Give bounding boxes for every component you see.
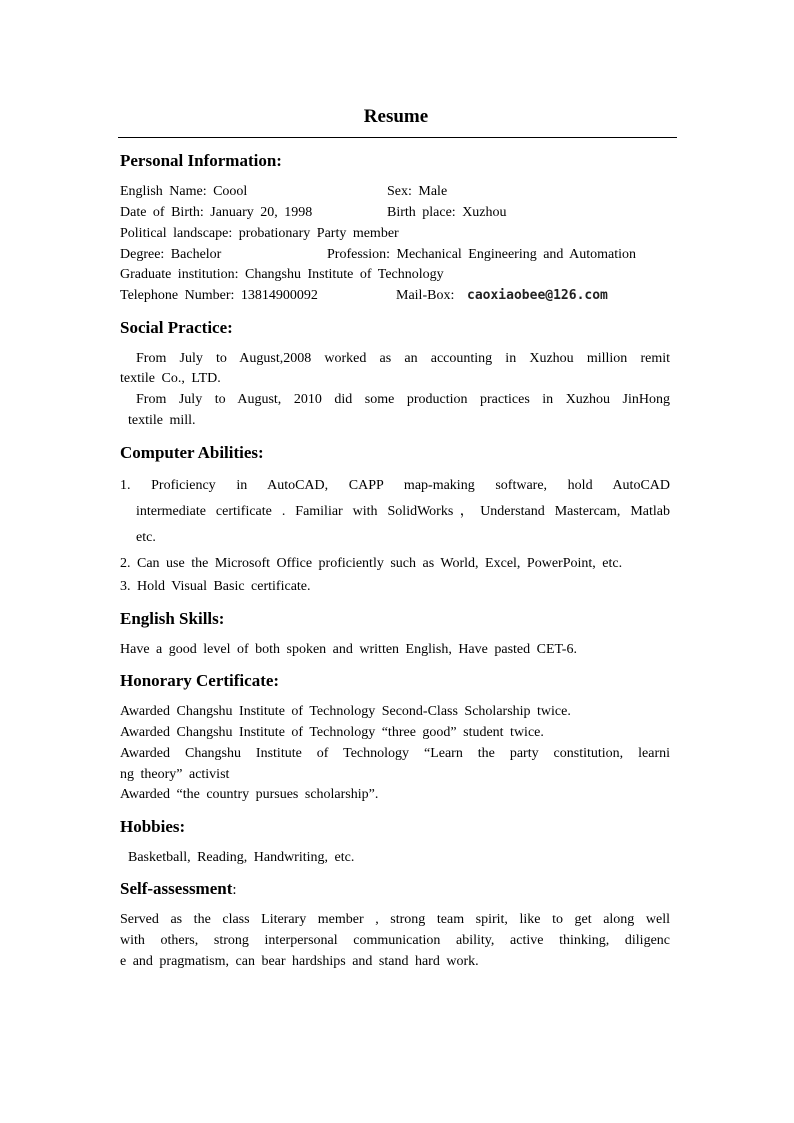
self-assessment-line-2: with others, strong interpersonal communication ability, active thinking, diligenc: [120, 933, 670, 948]
social-practice-line-2: textile Co., LTD.: [120, 371, 221, 386]
computer-ability-1-line-1: 1. Proficiency in AutoCAD, CAPP map-making software, hold AutoCAD: [120, 478, 670, 493]
social-practice-line-3: From July to August, 2010 did some production practices in Xuzhou JinHong: [136, 392, 670, 407]
computer-ability-3: 3. Hold Visual Basic certificate.: [120, 579, 311, 594]
graduate-institution: Graduate institution: Changshu Institute of Technology: [120, 267, 444, 282]
english-skills-text: Have a good level of both spoken and written English, Have pasted CET-6.: [120, 642, 577, 657]
profession: Profession: Mechanical Engineering and Automation: [327, 247, 637, 262]
social-practice-line-4: textile mill.: [128, 413, 196, 428]
date-of-birth: Date of Birth: January 20, 1998: [120, 205, 313, 220]
self-assessment-heading-text: Self-assessment: [120, 879, 233, 898]
self-assessment-line-1: Served as the class Literary member , strong team spirit, like to get along well: [120, 912, 670, 927]
honorary-line-1: Awarded Changshu Institute of Technology Second-Class Scholarship twice.: [120, 704, 571, 719]
personal-information-heading: Personal Information:: [120, 151, 282, 170]
honorary-certificate-heading: Honorary Certificate:: [120, 671, 280, 690]
honorary-line-5: Awarded “the country pursues scholarship”.: [120, 787, 379, 802]
honorary-line-3: Awarded Changshu Institute of Technology “Learn the party constitution, learni: [120, 746, 670, 761]
computer-ability-1-line-3: etc.: [136, 530, 156, 545]
mailbox-email[interactable]: caoxiaobee@126.com: [467, 288, 608, 303]
social-practice-heading: Social Practice:: [120, 318, 233, 337]
computer-ability-2: 2. Can use the Microsoft Office proficiently such as World, Excel, PowerPoint, etc.: [120, 556, 623, 571]
title-divider: [118, 137, 677, 138]
honorary-line-2: Awarded Changshu Institute of Technology “three good” student twice.: [120, 725, 544, 740]
english-name: English Name: Coool: [120, 184, 248, 199]
self-assessment-heading-colon: :: [232, 882, 237, 898]
computer-abilities-heading: Computer Abilities:: [120, 443, 264, 462]
political-landscape: Political landscape: probationary Party member: [120, 226, 399, 241]
mailbox-label: Mail-Box:: [396, 288, 455, 303]
sex: Sex: Male: [387, 184, 448, 199]
computer-ability-1-line-2: intermediate certificate . Familiar with SolidWorks，Understand Mastercam, Matlab: [136, 504, 670, 519]
hobbies-text: Basketball, Reading, Handwriting, etc.: [128, 850, 355, 865]
social-practice-line-1: From July to August,2008 worked as an accounting in Xuzhou million remit: [136, 351, 670, 366]
page-title: Resume: [363, 106, 429, 127]
honorary-line-4: ng theory” activist: [120, 767, 230, 782]
english-skills-heading: English Skills:: [120, 609, 225, 628]
self-assessment-heading: [120, 879, 237, 899]
birth-place: Birth place: Xuzhou: [387, 205, 507, 220]
degree: Degree: Bachelor: [120, 247, 222, 262]
telephone-number: Telephone Number: 13814900092: [120, 288, 318, 303]
hobbies-heading: Hobbies:: [120, 817, 186, 836]
self-assessment-line-3: e and pragmatism, can bear hardships and stand hard work.: [120, 954, 479, 969]
